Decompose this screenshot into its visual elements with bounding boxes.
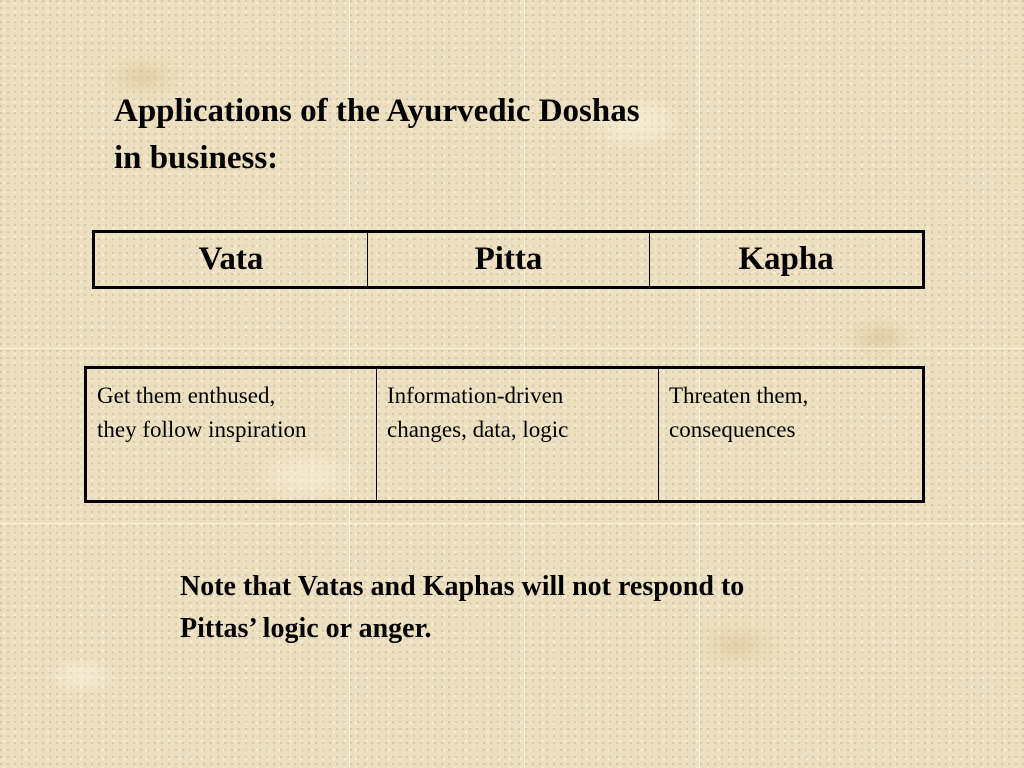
approach-cell-pitta-line-1: Information-driven (387, 383, 564, 408)
slide-title-line-1: Applications of the Ayurvedic Doshas (114, 93, 640, 129)
note-line-1: Note that Vatas and Kaphas will not respond to (180, 571, 745, 602)
approach-cell-kapha (659, 368, 924, 502)
dosha-approach-row (86, 368, 924, 502)
texture-seam (0, 523, 1024, 524)
approach-cell-vata-line-1: Get them enthused, (97, 383, 276, 408)
note-text (180, 566, 744, 650)
approach-cell-kapha-line-2: consequences (669, 417, 796, 442)
approach-cell-vata (86, 368, 377, 502)
dosha-approach-table (84, 366, 925, 503)
texture-seam (0, 348, 1024, 349)
slide-title (114, 88, 640, 182)
header-cell-vata: Vata (198, 241, 264, 277)
approach-cell-pitta-line-2: changes, data, logic (387, 417, 569, 442)
note-line-2: Pittas’ logic or anger. (180, 613, 432, 644)
approach-cell-kapha-line-1: Threaten them, (669, 383, 809, 408)
approach-cell-pitta (377, 368, 659, 502)
header-cell-kapha: Kapha (650, 232, 924, 288)
dosha-header-table (92, 230, 925, 289)
header-cell-pitta: Pitta (368, 232, 650, 288)
dosha-header-row (94, 232, 924, 288)
approach-cell-vata-line-2: they follow inspiration (97, 417, 307, 442)
slide-title-line-2: in business: (114, 140, 279, 176)
